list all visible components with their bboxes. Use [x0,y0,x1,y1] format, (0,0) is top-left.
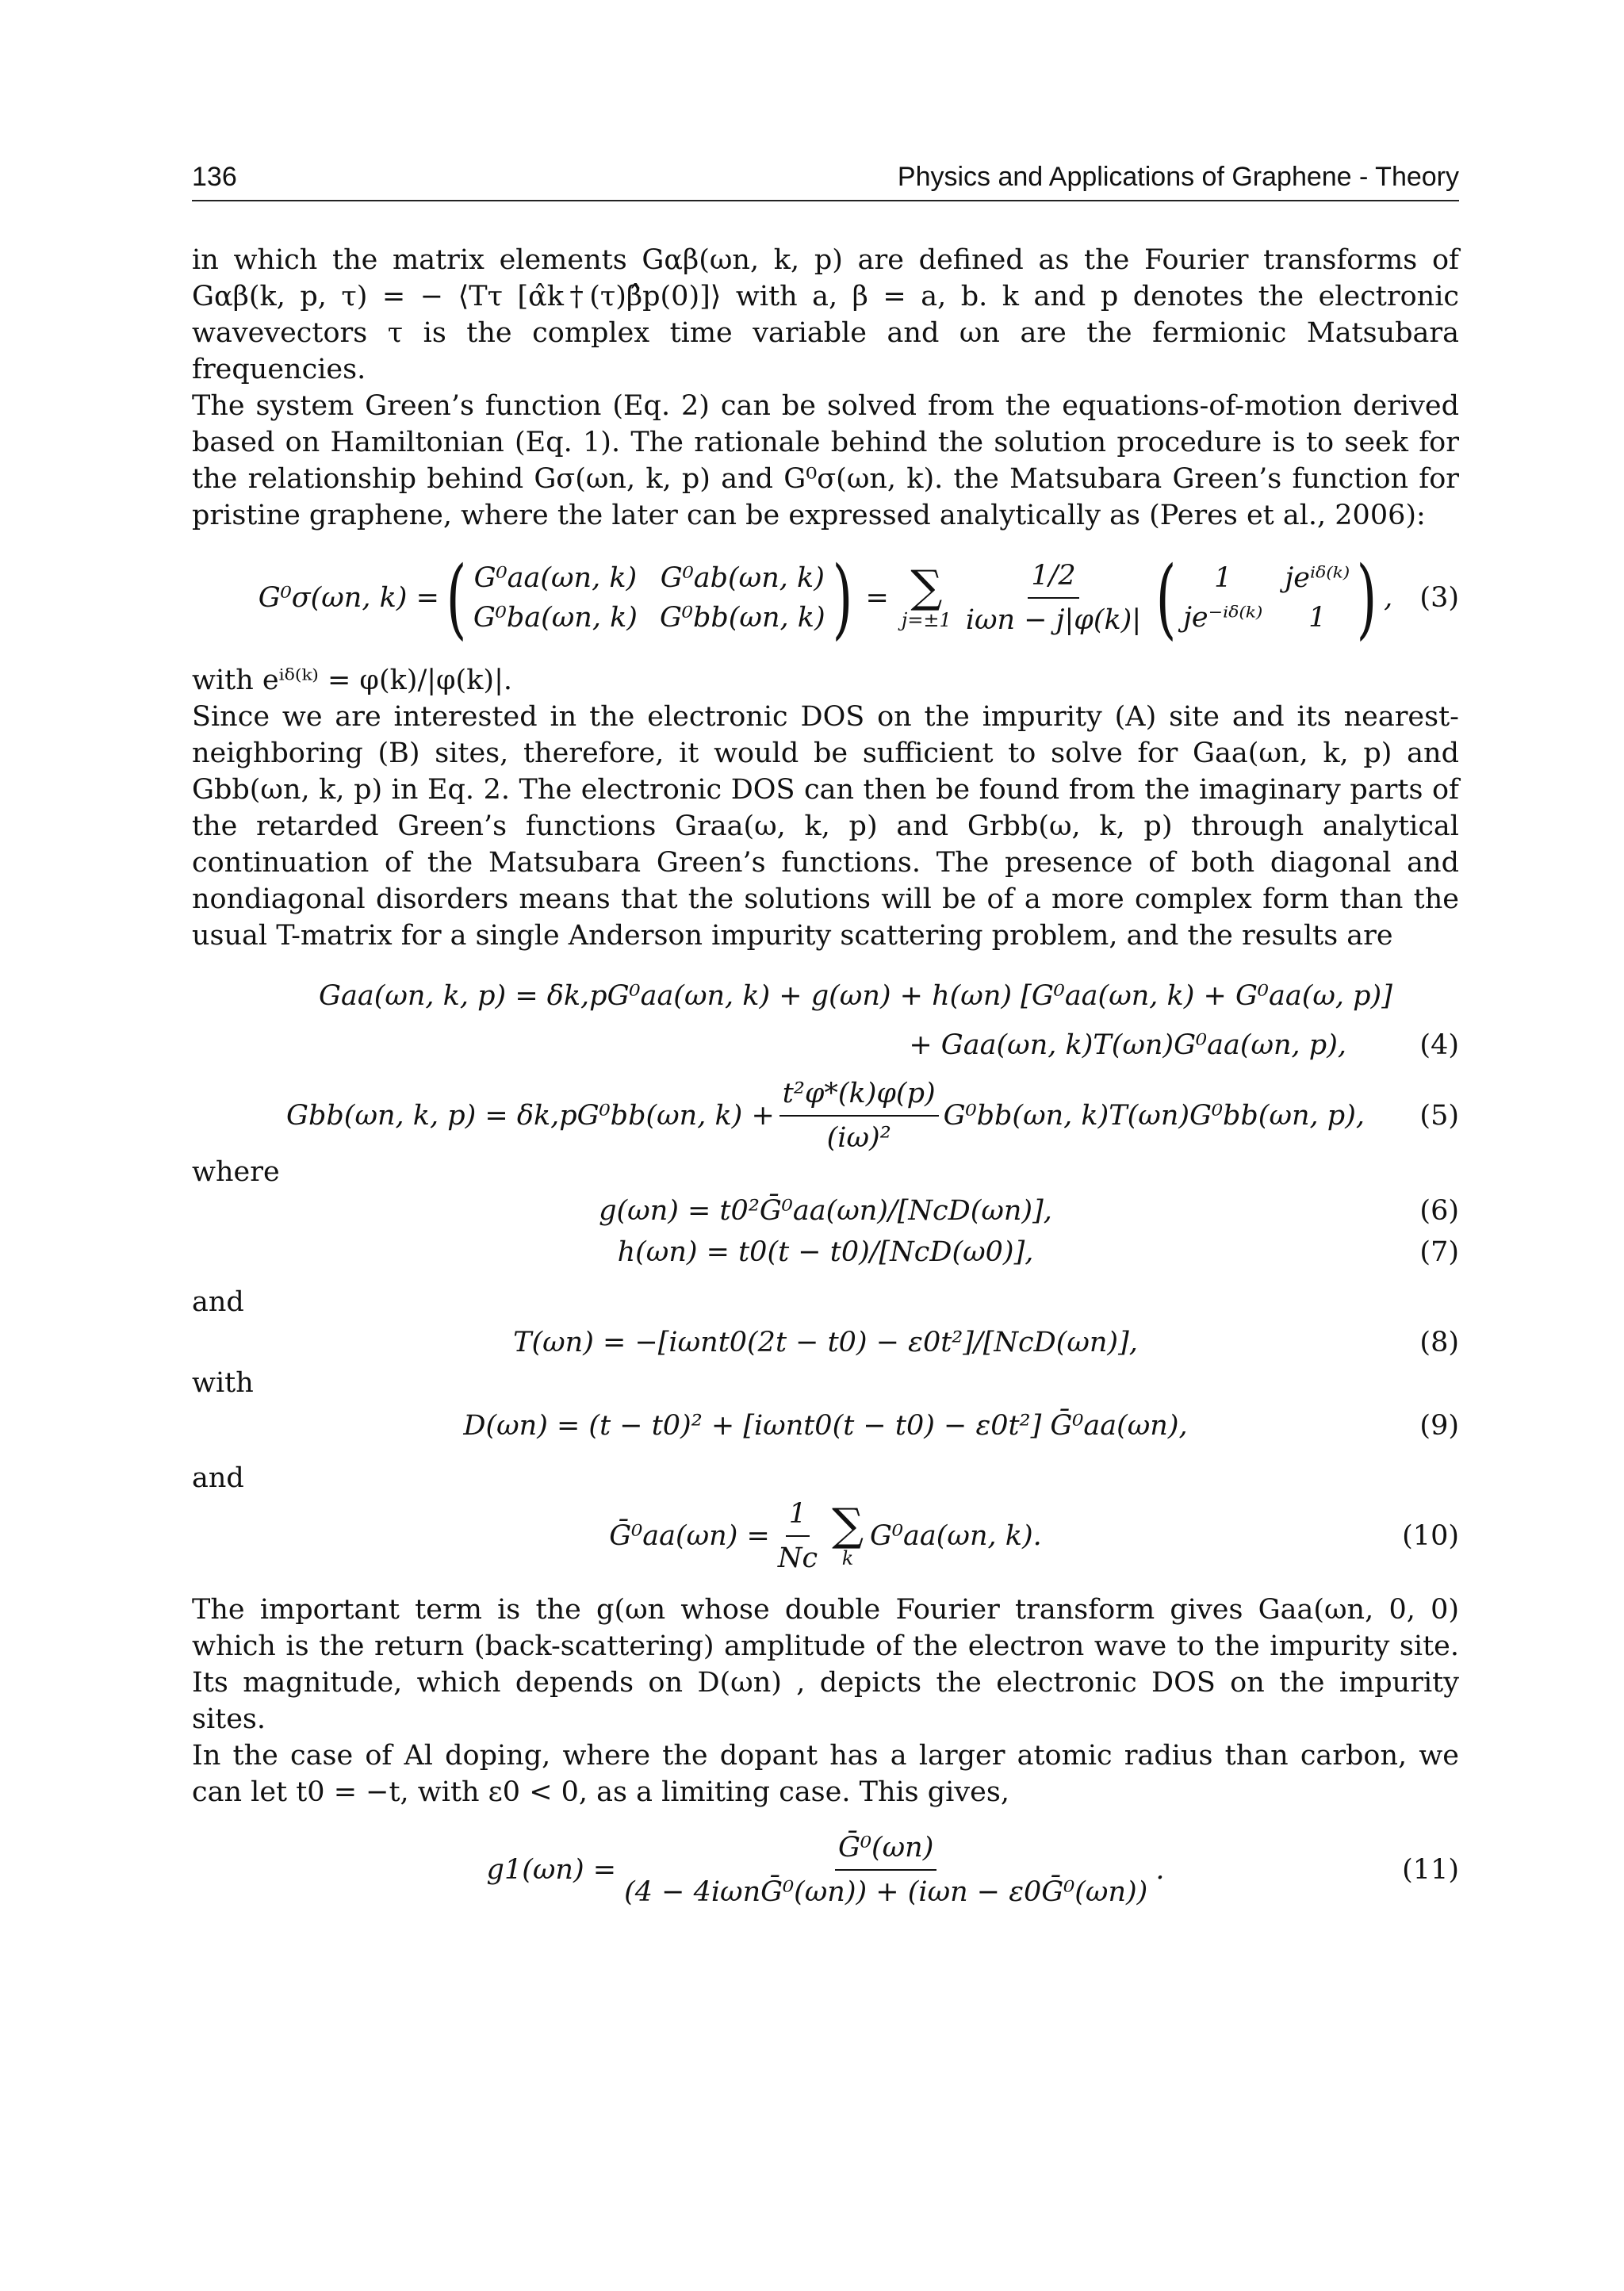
paragraph-2: The system Green’s function (Eq. 2) can be solved from the equations-of-motion derived based on Hamiltonian (Eq. 1). The rationale behind the solution procedure is to seek for the relationship behind Gσ(ωn, k, p) and G⁰σ(ωn, k). the Matsubara Green’s function for pristine graphene, where the later can be expressed analytically as (Peres et al., 2006): [192,390,1459,531]
eq3-r21: je⁻ⁱᵟ⁽ᵏ⁾ [1183,602,1263,634]
eq3-matrix-right: ( 1 jeⁱᵟ⁽ᵏ⁾ je⁻ⁱᵟ⁽ᵏ⁾ 1 ) [1155,547,1377,649]
equation-9 [192,1401,1459,1450]
eq5-number: (5) [1419,1100,1459,1132]
eq3-matrix-left: ( G⁰aa(ωn, k) G⁰ab(ωn, k) G⁰ba(ωn, k) G⁰bb(ωn, k) ) [446,547,852,649]
page-header [192,162,1459,201]
equation-11 [192,1826,1459,1914]
word-and-1: and [192,1286,244,1318]
word-and-2: and [192,1462,244,1494]
eq4-line-2: + Gaa(ωn, k)T(ωn)G⁰aa(ωn, p), [909,1029,1346,1061]
eq5-rhs: G⁰bb(ωn, k)T(ωn)G⁰bb(ωn, p), [943,1100,1365,1132]
equation-8 [192,1320,1459,1365]
eq5-numerator: t²φ*(k)φ(p) [779,1075,939,1117]
equation-7 [192,1232,1459,1273]
eq6-body: g(ωn) = t0²Ḡ⁰aa(ωn)/[NcD(ωn)], [599,1195,1052,1227]
eq9-number: (9) [1419,1410,1459,1442]
eq5-denominator: (iω)² [826,1122,891,1154]
word-with: with [192,1367,254,1399]
eq11-numerator: Ḡ⁰(ωn) [835,1829,936,1871]
eq3-m12: G⁰ab(ωn, k) [660,562,825,594]
eq7-body: h(ωn) = t0(t − t0)/[NcD(ω0)], [617,1236,1034,1268]
eq9-body: D(ωn) = (t − t0)² + [iωnt0(t − t0) − ε0t²] Ḡ⁰aa(ωn), [463,1410,1188,1442]
eq3-fraction [963,557,1144,638]
eq10-sum: ∑ k [832,1500,864,1569]
page-number: 136 [192,162,237,192]
equation-5 [192,1078,1459,1154]
eq3-r12: jeⁱᵟ⁽ᵏ⁾ [1285,562,1350,594]
eq8-body: T(ωn) = −[iωnt0(2t − t0) − ε0t²]/[NcD(ωn)], [513,1327,1138,1358]
paragraph-5: The important term is the g(ωn whose double Fourier transform gives Gaa(ωn, 0, 0) which is the return (back-scattering) amplitude of the electron wave to the impurity site. Its magnitude, which depends on D(ωn) , depicts the electronic DOS on the impurity sites. [192,1594,1459,1735]
eq3-m22: G⁰bb(ωn, k) [659,602,825,634]
equation-4-line-2 [192,1024,1459,1067]
eq10-number: (10) [1402,1520,1459,1552]
eq3-lhs: G⁰σ(ωn, k) = [258,582,439,614]
eq11-denominator: (4 − 4iωnḠ⁰(ωn)) + (iωn − ε0Ḡ⁰(ωn)) [624,1876,1148,1908]
eq10-sum-limit: k [841,1547,854,1569]
eq10-rhs: G⁰aa(ωn, k). [870,1520,1042,1552]
eq3-numerator: 1/2 [1028,557,1078,599]
equation-3: G⁰σ(ωn, k) = ( G⁰aa(ωn, k) G⁰ab(ωn, k) G⁰ba(ωn, k) G⁰bb(ωn, k) ) = ∑ j=±1 $\frac{1/2}{\text{iωn − j|φ(k)|}}$ ( 1 jeⁱᵟ⁽ᵏ⁾ je⁻ⁱᵟ⁽ᵏ⁾ 1 ) , (3) [258,547,1459,649]
eq10-fraction [775,1496,821,1576]
eq6-number: (6) [1419,1195,1459,1227]
paragraph-1: in which the matrix elements Gαβ(ωn, k, p) are defined as the Fourier transforms of Gαβ(k, p, τ) = − ⟨Tτ [α̂k†(τ)β̂p(0)]⟩ with a, β = a, b. k and p denotes the electronic wavevectors τ is the complex time variable and ωn are the fermionic Matsubara frequencies. [192,244,1459,385]
eq5-lhs: Gbb(ωn, k, p) = δk,pG⁰bb(ωn, k) + [286,1100,775,1132]
eq11-number: (11) [1402,1854,1459,1886]
word-where: where [192,1156,280,1188]
eq3-m21: G⁰ba(ωn, k) [473,602,638,634]
eq3-sum: ∑ j=±1 [901,561,952,631]
eq11-lhs: g1(ωn) = [486,1854,617,1886]
paragraph-4: Since we are interested in the electronic DOS on the impurity (A) site and its nearest-neighboring (B) sites, therefore, it would be sufficient to solve for Gaa(ωn, k, p) and Gbb(ωn, k, p) in Eq. 2. The electronic DOS can then be found from the imaginary parts of the retarded Green’s functions Grаа(ω, k, p) and Grbb(ω, k, p) through analytical continuation of the Matsubara Green’s functions. The presence of both diagonal and nondiagonal disorders means that the solutions will be of a more complex form than the usual T-matrix for a single Anderson impurity scattering problem, and the results are [192,701,1459,952]
paragraph-3: with eⁱᵟ⁽ᵏ⁾ = φ(k)/|φ(k)|. [192,665,512,696]
eq3-m11: G⁰aa(ωn, k) [473,562,638,594]
equation-10 [192,1496,1459,1576]
equation-4-line-1 [192,968,1459,1024]
eq3-r11: 1 [1214,562,1232,594]
eq7-number: (7) [1419,1236,1459,1268]
eq8-number: (8) [1419,1327,1459,1358]
eq5-fraction [779,1075,939,1156]
eq3-number: (3) [1419,582,1459,614]
eq11-fraction [621,1829,1151,1910]
eq10-numerator: 1 [786,1496,810,1537]
eq3-sum-limit: j=±1 [901,609,952,631]
page-body [192,242,1459,1914]
eq4-number: (4) [1419,1029,1459,1061]
running-title: Physics and Applications of Graphene - Theory [897,162,1459,192]
eq11-tail: . [1155,1854,1165,1886]
eq3-denominator: iωn − j|φ(k)| [965,604,1142,636]
paragraph-6: In the case of Al doping, where the dopant has a larger atomic radius than carbon, we can let t0 = −t, with ε0 < 0, as a limiting case. This gives, [192,1740,1459,1808]
eq3-tail: , [1384,582,1393,614]
eq3-r22: 1 [1308,602,1327,634]
eq10-lhs: Ḡ⁰aa(ωn) = [609,1520,770,1552]
eq10-denominator: Nc [777,1542,818,1574]
equation-6 [192,1190,1459,1232]
eq4-line-1: Gaa(ωn, k, p) = δk,pG⁰aa(ωn, k) + g(ωn) + h(ωn) [G⁰aa(ωn, k) + G⁰aa(ω, p)] [319,980,1392,1012]
